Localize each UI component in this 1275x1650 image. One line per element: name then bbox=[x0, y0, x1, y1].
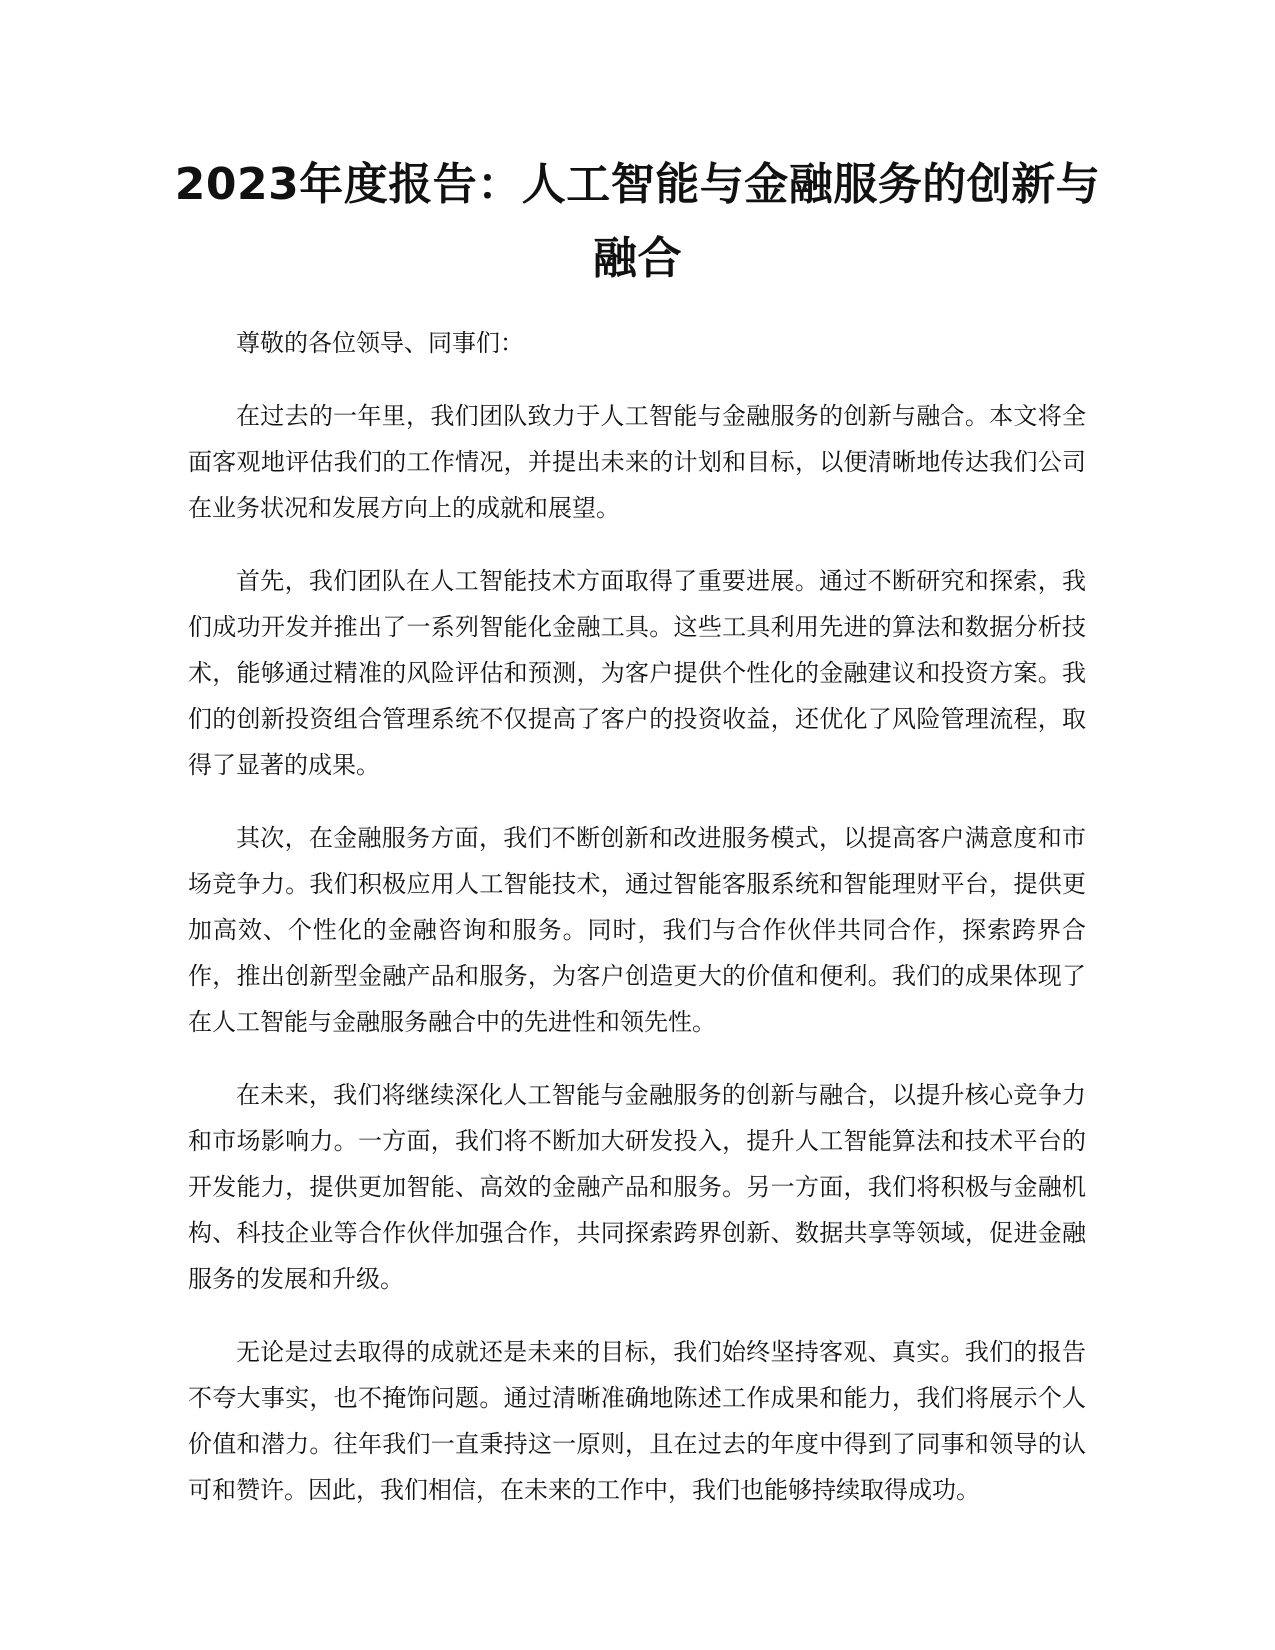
paragraph-intro: 在过去的一年里，我们团队致力于人工智能与金融服务的创新与融合。本文将全面客观地评估我们的工作情况，并提出未来的计划和目标，以便清晰地传达我们公司在业务状况和发展方向上的成就和展望。 bbox=[188, 402, 1086, 522]
document-title: 2023年度报告：人工智能与金融服务的创新与融合 bbox=[174, 159, 1101, 284]
paragraph-ai-progress: 首先，我们团队在人工智能技术方面取得了重要进展。通过不断研究和探索，我们成功开发并推出了一系列智能化金融工具。这些工具利用先进的算法和数据分析技术，能够通过精准的风险评估和预测，为客户提供个性化的金融建议和投资方案。我们的创新投资组合管理系统不仅提高了客户的投资收益，还优化了风险管理流程，取得了显著的成果。 bbox=[188, 567, 1086, 779]
paragraph-future-plans: 在未来，我们将继续深化人工智能与金融服务的创新与融合，以提升核心竞争力和市场影响力。一方面，我们将不断加大研发投入，提升人工智能算法和技术平台的开发能力，提供更加智能、高效的金融产品和服务。另一方面，我们将积极与金融机构、科技企业等合作伙伴加强合作，共同探索跨界创新、数据共享等领域，促进金融服务的发展和升级。 bbox=[188, 1081, 1086, 1293]
document-body bbox=[188, 320, 1086, 1540]
paragraph-financial-services: 其次，在金融服务方面，我们不断创新和改进服务模式，以提高客户满意度和市场竞争力。我们积极应用人工智能技术，通过智能客服系统和智能理财平台，提供更加高效、个性化的金融咨询和服务。同时，我们与合作伙伴共同合作，探索跨界合作，推出创新型金融产品和服务，为客户创造更大的价值和便利。我们的成果体现了在人工智能与金融服务融合中的先进性和领先性。 bbox=[188, 824, 1086, 1036]
paragraph-conclusion: 无论是过去取得的成就还是未来的目标，我们始终坚持客观、真实。我们的报告不夸大事实，也不掩饰问题。通过清晰准确地陈述工作成果和能力，我们将展示个人价值和潜力。往年我们一直秉持这一原则，且在过去的年度中得到了同事和领导的认可和赞许。因此，我们相信，在未来的工作中，我们也能够持续取得成功。 bbox=[188, 1338, 1086, 1504]
greeting: 尊敬的各位领导、同事们： bbox=[236, 329, 524, 357]
